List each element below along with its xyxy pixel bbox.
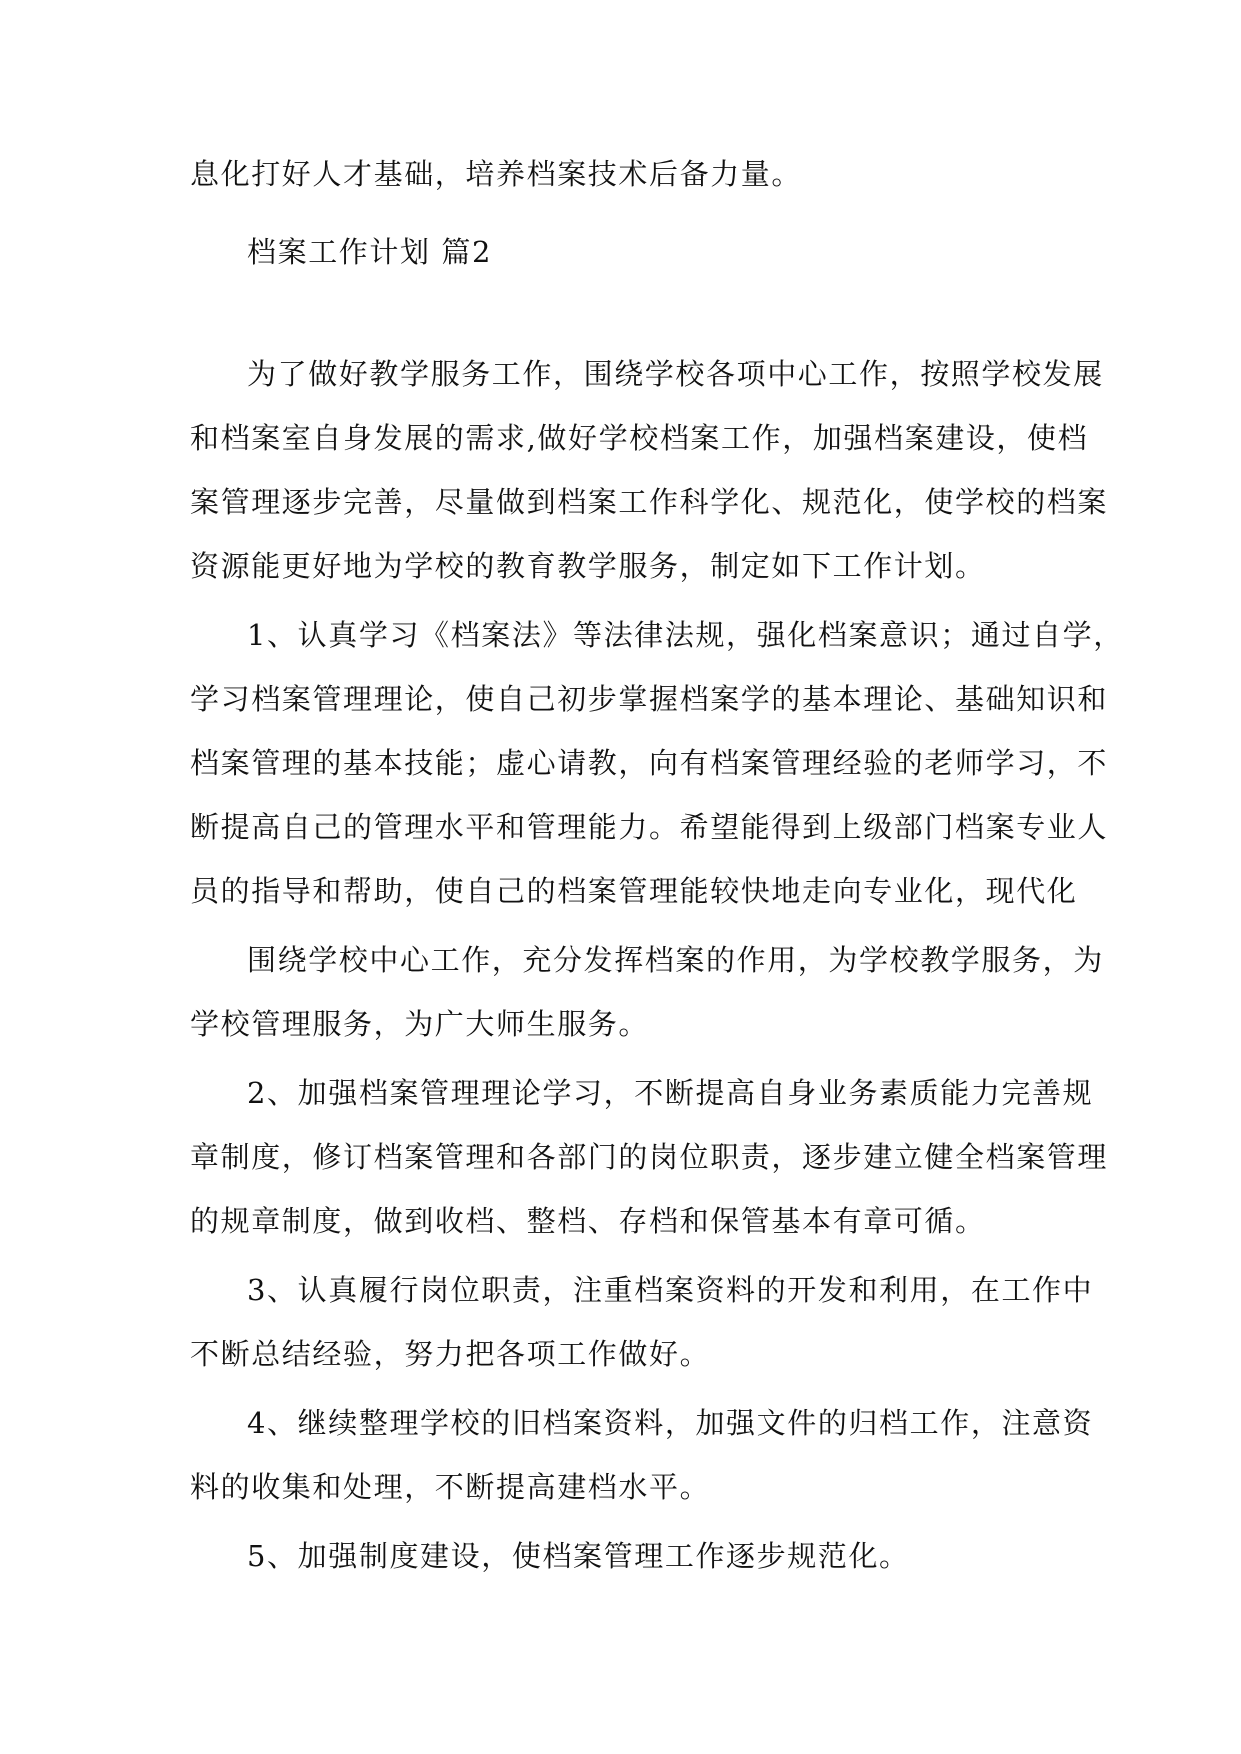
text-line: 5、加强制度建设，使档案管理工作逐步规范化。 bbox=[247, 1539, 910, 1573]
text-line: 1、认真学习《档案法》等法律法规，强化档案意识；通过自学， bbox=[247, 618, 1124, 652]
text-line: 资源能更好地为学校的教育教学服务，制定如下工作计划。 bbox=[190, 549, 986, 583]
section-heading: 档案工作计划 篇2 bbox=[247, 235, 493, 269]
text-line: 和档案室自身发展的需求,做好学校档案工作，加强档案建设，使档 bbox=[190, 421, 1089, 455]
text-line: 的规章制度，做到收档、整档、存档和保管基本有章可循。 bbox=[190, 1204, 986, 1238]
text-line: 案管理逐步完善，尽量做到档案工作科学化、规范化，使学校的档案 bbox=[190, 485, 1109, 519]
text-line: 为了做好教学服务工作，围绕学校各项中心工作，按照学校发展 bbox=[247, 357, 1104, 391]
text-line: 学习档案管理理论，使自己初步掌握档案学的基本理论、基础知识和 bbox=[190, 682, 1109, 716]
text-line: 不断总结经验，努力把各项工作做好。 bbox=[190, 1337, 711, 1371]
text-line: 3、认真履行岗位职责，注重档案资料的开发和利用，在工作中 bbox=[247, 1273, 1094, 1307]
text-line: 4、继续整理学校的旧档案资料，加强文件的归档工作，注意资 bbox=[247, 1406, 1094, 1440]
text-line: 断提高自己的管理水平和管理能力。希望能得到上级部门档案专业人 bbox=[190, 810, 1109, 844]
text-line: 学校管理服务，为广大师生服务。 bbox=[190, 1007, 650, 1041]
text-line: 档案管理的基本技能；虚心请教，向有档案管理经验的老师学习，不 bbox=[190, 746, 1109, 780]
text-line: 围绕学校中心工作，充分发挥档案的作用，为学校教学服务，为 bbox=[247, 943, 1104, 977]
text-line: 2、加强档案管理理论学习，不断提高自身业务素质能力完善规 bbox=[247, 1076, 1094, 1110]
text-line: 料的收集和处理，不断提高建档水平。 bbox=[190, 1470, 711, 1504]
text-line: 员的指导和帮助，使自己的档案管理能较快地走向专业化，现代化 bbox=[190, 874, 1078, 908]
text-line: 章制度，修订档案管理和各部门的岗位职责，逐步建立健全档案管理 bbox=[190, 1140, 1109, 1174]
text-line: 息化打好人才基础，培养档案技术后备力量。 bbox=[190, 157, 803, 191]
